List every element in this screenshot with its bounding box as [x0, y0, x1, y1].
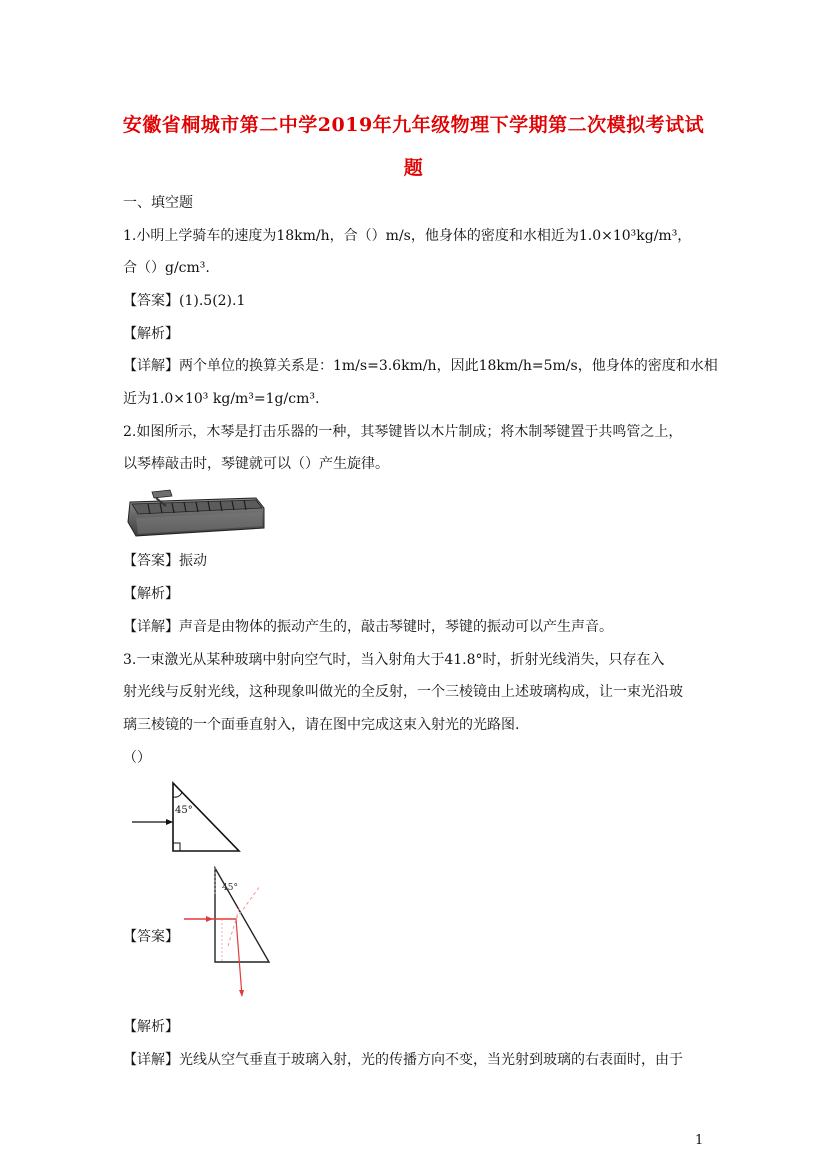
document-title-line1: 安徽省桐城市第二中学2019年九年级物理下学期第二次模拟考试试 [122, 114, 705, 136]
q2-answer: 【答案】振动 [123, 553, 207, 569]
q1-line2: 合（）g/cm³. [123, 260, 210, 276]
prism-angle-label: 45° [175, 805, 193, 816]
q3-line1: 3.一束激光从某种玻璃中射向空气时，当入射角大于41.8°时，折射光线消失，只存在入 [123, 652, 665, 668]
document-title-line2: 题 [403, 157, 424, 179]
q3-blank: （） [123, 750, 151, 766]
prism-question-diagram [130, 780, 245, 858]
q1-answer: 【答案】(1).5(2).1 [123, 293, 246, 309]
page-number: 1 [695, 1133, 704, 1148]
q2-line1: 2.如图所示，木琴是打击乐器的一种，其琴键皆以木片制成；将木制琴键置于共鸣管之上， [123, 424, 683, 440]
q2-detail: 【详解】声音是由物体的振动产生的，敲击琴键时，琴键的振动可以产生声音。 [123, 619, 613, 635]
section-heading: 一、填空题 [123, 195, 193, 211]
q3-analysis: 【解析】 [123, 1019, 179, 1035]
q3-answer-label: 【答案】 [123, 929, 179, 945]
q1-detail-line1: 【详解】两个单位的换算关系是：1m/s=3.6km/h，因此18km/h=5m/s，他身体的密度和水相 [123, 358, 718, 374]
xylophone-image [126, 484, 266, 542]
q2-line2: 以琴棒敲击时，琴键就可以（）产生旋律。 [123, 456, 389, 472]
q2-analysis: 【解析】 [123, 586, 179, 602]
prism-answer-diagram [180, 866, 275, 1002]
q1-analysis: 【解析】 [123, 326, 179, 342]
q1-detail-line2: 近为1.0×10³ kg/m³=1g/cm³. [123, 391, 320, 407]
q3-detail: 【详解】光线从空气垂直于玻璃入射，光的传播方向不变，当光射到玻璃的右表面时，由于 [123, 1052, 683, 1068]
q1-line1: 1.小明上学骑车的速度为18km/h，合（）m/s，他身体的密度和水相近为1.0×10³kg/m³， [123, 228, 692, 244]
q3-line3: 璃三棱镜的一个面垂直射入，请在图中完成这束入射光的光路图. [123, 717, 520, 733]
q3-line2: 射光线与反射光线，这种现象叫做光的全反射，一个三棱镜由上述玻璃构成，让一束光沿玻 [123, 684, 683, 700]
answer-prism-angle-label: 45° [222, 883, 238, 893]
